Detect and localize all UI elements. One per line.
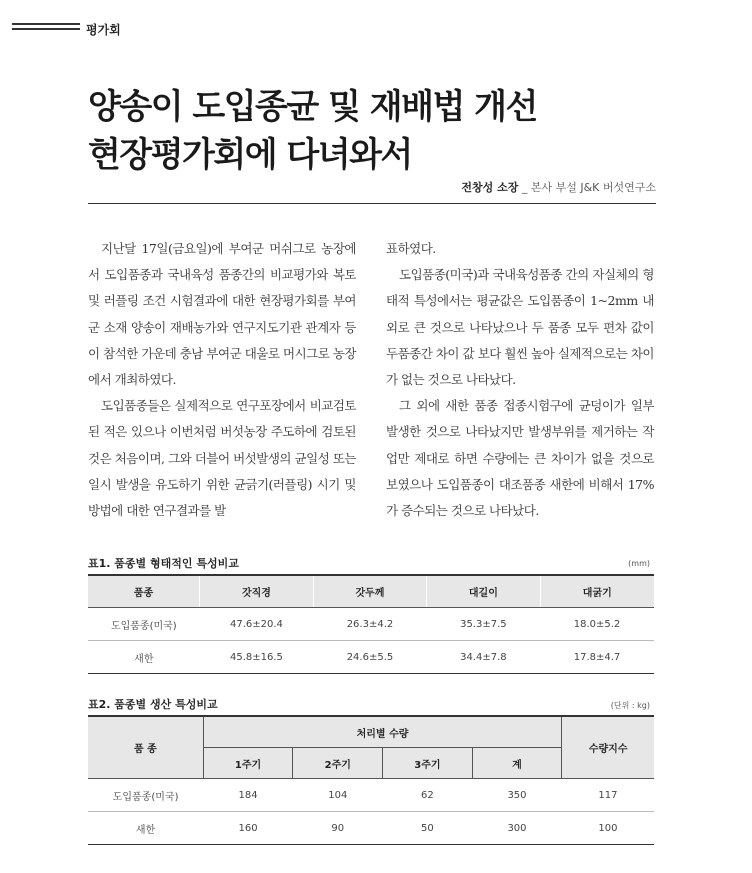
table-row (88, 812, 654, 845)
table-row (88, 608, 654, 641)
table-cell: 104 (293, 779, 383, 812)
table-cell: 50 (421, 822, 434, 834)
table-subheader-cell: 3주기 (383, 748, 473, 779)
table-header-group: 처리별 수량 (203, 716, 562, 748)
table-cell: 350 (472, 779, 562, 812)
table2-unit: (단위 : kg) (610, 701, 650, 710)
paragraph: 표하였다. (386, 241, 436, 256)
table-cell: 45.8±16.5 (230, 651, 283, 663)
table-header-row (88, 716, 654, 748)
section-label: 평가회 (86, 23, 121, 37)
table-cell: 35.3±7.5 (427, 608, 540, 641)
header-divider (88, 203, 656, 204)
table2-caption: 표2. 품종별 생산 특성비교 (88, 698, 218, 711)
table-header-cell: 갓직경 (200, 575, 314, 608)
table2-production (88, 715, 654, 845)
table-header-cell: 대길이 (427, 575, 540, 608)
body-column-2 (386, 236, 654, 524)
paragraph: 도입품종(미국)과 국내육성품종 간의 자실체의 형태적 특성에서는 평균값은 도입품종이 1~2mm 내외로 큰 것으로 나타났으나 두 품종 모두 편차 값이 두품종간 차이 값 보다 훨씬 높아 실제적으로는 차이가 없는 것으로 나타났다. (386, 267, 654, 388)
table-subheader-cell: 1주기 (203, 748, 293, 779)
table-header-cell: 갓두께 (313, 575, 426, 608)
table-row (88, 779, 654, 812)
table1-morphology (88, 574, 654, 674)
table-header-cell: 품종 (88, 575, 200, 608)
table-cell: 300 (507, 822, 527, 834)
table-cell: 도입품종(미국) (88, 779, 203, 812)
body-column-1 (88, 236, 356, 524)
paragraph: 도입품종들은 실제적으로 연구포장에서 비교검토된 적은 있으나 이번처럼 버섯농장 주도하에 검토된 것은 처음이며, 그와 더블어 버섯발생의 균일성 또는 일시 발생을 유도하기 위한 균긁기(러플링) 시기 및 방법에 대한 연구결과를 발 (88, 398, 356, 519)
table-cell: 24.6±5.5 (346, 651, 394, 663)
paragraph: 지난달 17일(금요일)에 부여군 머쉬그로 농장에서 도입품종과 국내육성 품종간의 비교평가와 복토 및 러플링 조건 시험결과에 대한 현장평가회를 부여군 소재 양송이 재배농가와 연구지도기관 관계자 등이 참석한 가운데 충남 부여군 대울로 머시그로 농장에서 개최하였다. (88, 241, 356, 388)
section-marker-lines (12, 23, 80, 33)
table-cell: 47.6±20.4 (200, 608, 314, 641)
table-cell: 184 (203, 779, 293, 812)
table-header-cell: 품 종 (88, 716, 203, 779)
table-cell: 18.0±5.2 (540, 608, 654, 641)
table1-caption: 표1. 품종별 형태적인 특성비교 (88, 557, 239, 570)
paragraph: 그 외에 새한 품종 접종시험구에 균덩이가 일부 발생한 것으로 나타났지만 발생부위를 제거하는 작업만 제대로 하면 수량에는 큰 차이가 없을 것으로 보였으나 도입품종이 대조품종 새한에 비해서 17%가 증수되는 것으로 나타났다. (386, 398, 654, 519)
table-header-row (88, 575, 654, 608)
author-byline (461, 179, 656, 195)
table-cell: 34.4±7.8 (460, 651, 507, 663)
author-name: 전창성 소장 (461, 181, 519, 194)
table-cell: 100 (598, 822, 618, 834)
author-affiliation: _ 본사 부설 J&K 버섯연구소 (521, 181, 656, 194)
table-cell: 새한 (134, 653, 154, 665)
table-header-cell: 대굵기 (540, 575, 654, 608)
title-line-1: 양송이 도입종균 및 재배법 개선 (88, 87, 537, 127)
table-cell: 26.3±4.2 (313, 608, 426, 641)
table-cell: 160 (238, 822, 258, 834)
table-subheader-cell: 2주기 (293, 748, 383, 779)
title-line-2: 현장평가회에 다녀와서 (88, 135, 412, 175)
table-cell: 62 (383, 779, 473, 812)
table-cell: 도입품종(미국) (88, 608, 200, 641)
table-cell: 새한 (135, 824, 156, 836)
table1-unit: (mm) (628, 559, 650, 568)
article-title (88, 83, 537, 179)
table-cell: 17.8±4.7 (573, 651, 621, 663)
table-subheader-cell: 계 (472, 748, 562, 779)
table-cell: 117 (562, 779, 654, 812)
table-cell: 90 (331, 822, 345, 834)
table-header-cell: 수량지수 (562, 716, 654, 779)
table-row (88, 641, 654, 674)
